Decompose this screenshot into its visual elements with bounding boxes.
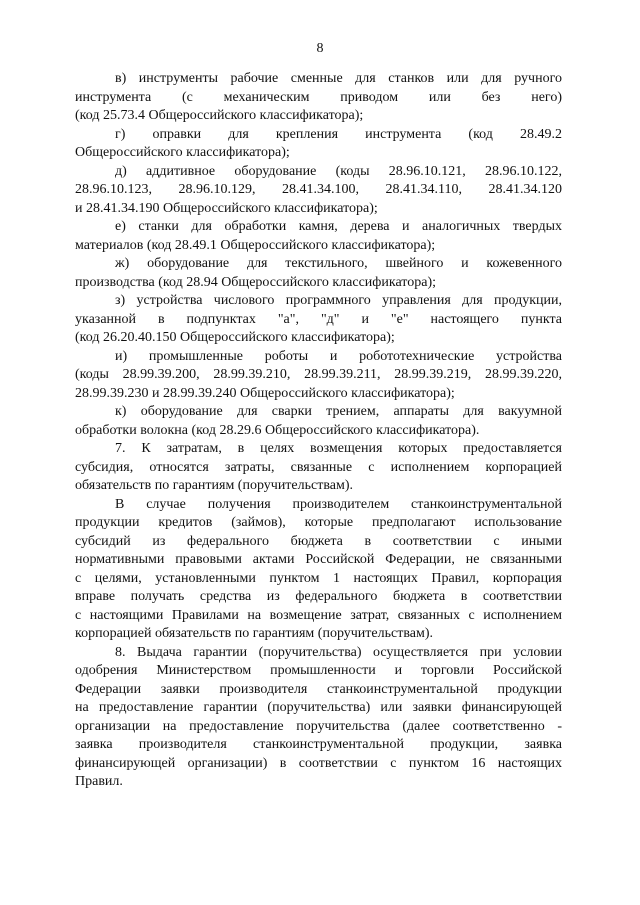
text-line: нормативными правовыми актами Российской Федерации, не связанными bbox=[75, 552, 562, 567]
text-line: 8. Выдача гарантии (поручительства) осуществляется при условии bbox=[115, 644, 562, 660]
text-line: (код 25.73.4 Общероссийского классификатора); bbox=[75, 108, 364, 123]
text-line: финансирующей организации) в соответствии с пунктом 16 настоящих bbox=[75, 755, 562, 771]
text-line: заявка производителя станкоинструментальной продукции, заявка bbox=[75, 737, 562, 752]
text-line: е) станки для обработки камня, дерева и аналогичных твердых bbox=[115, 219, 562, 234]
text-line: и) промышленные роботы и робототехнические устройства bbox=[115, 348, 562, 364]
text-line: организации на предоставление поручительства (далее соответственно - bbox=[75, 718, 562, 734]
document-body bbox=[75, 70, 562, 792]
text-line: инструмента (с механическим приводом или без него) bbox=[75, 89, 562, 105]
text-line: материалов (код 28.49.1 Общероссийского классификатора); bbox=[75, 237, 436, 253]
text-line: вправе получать средства из федерального бюджета в соответствии bbox=[75, 589, 562, 604]
text-line: к) оборудование для сварки трением, аппараты для вакуумной bbox=[115, 404, 562, 419]
text-line: (коды 28.99.39.200, 28.99.39.210, 28.99.39.211, 28.99.39.219, 28.99.39.220, bbox=[75, 367, 562, 382]
text-line: одобрения Министерством промышленности и торговли Российской bbox=[75, 663, 562, 678]
text-line: Правил. bbox=[75, 774, 123, 789]
text-line: 28.99.39.230 и 28.99.39.240 Общероссийского классификатора); bbox=[75, 385, 455, 401]
text-line: с целями, установленными пунктом 1 настоящих Правил, корпорация bbox=[75, 570, 562, 586]
text-line: на предоставление гарантии (поручительства) или заявки финансирующей bbox=[75, 700, 562, 715]
text-line: производства (код 28.94 Общероссийского классификатора); bbox=[75, 274, 437, 290]
text-line: ж) оборудование для текстильного, швейного и кожевенного bbox=[115, 256, 562, 271]
text-line: 28.96.10.123, 28.96.10.129, 28.41.34.100, 28.41.34.110, 28.41.34.120 bbox=[75, 182, 562, 197]
text-line: В случае получения производителем станкоинструментальной bbox=[115, 496, 562, 512]
text-line: субсидия, относятся затраты, связанные с исполнением корпорацией bbox=[75, 459, 562, 475]
text-line: г) оправки для крепления инструмента (код 28.49.2 bbox=[115, 126, 562, 142]
text-line: (код 26.20.40.150 Общероссийского классификатора); bbox=[75, 330, 395, 345]
text-line: обработки волокна (код 28.29.6 Общероссийского классификатора). bbox=[75, 422, 480, 438]
text-line: субсидий из федерального бюджета в соответствии с иными bbox=[75, 533, 562, 549]
text-line: 7. К затратам, в целях возмещения которых предоставляется bbox=[115, 441, 562, 456]
text-line: Федерации заявки производителя станкоинструментальной продукции bbox=[75, 681, 562, 697]
text-line: з) устройства числового программного управления для продукции, bbox=[115, 293, 562, 308]
text-line: Общероссийского классификатора); bbox=[75, 145, 290, 160]
page-number: 8 bbox=[316, 41, 324, 56]
text-line: с настоящими Правилами на возмещение затрат, связанных с исполнением bbox=[75, 607, 562, 623]
text-line: в) инструменты рабочие сменные для станков или для ручного bbox=[115, 71, 562, 86]
text-line: указанной в подпунктах "а", "д" и "е" настоящего пункта bbox=[75, 311, 562, 327]
text-line: д) аддитивное оборудование (коды 28.96.10.121, 28.96.10.122, bbox=[115, 163, 562, 179]
text-line: и 28.41.34.190 Общероссийского классификатора); bbox=[75, 200, 378, 216]
text-line: продукции кредитов (займов), которые предполагают использование bbox=[75, 515, 562, 530]
text-line: обязательств по гарантиям (поручительствам). bbox=[75, 478, 354, 493]
text-line: корпорацией обязательств по гарантиям (поручительствам). bbox=[75, 626, 433, 641]
